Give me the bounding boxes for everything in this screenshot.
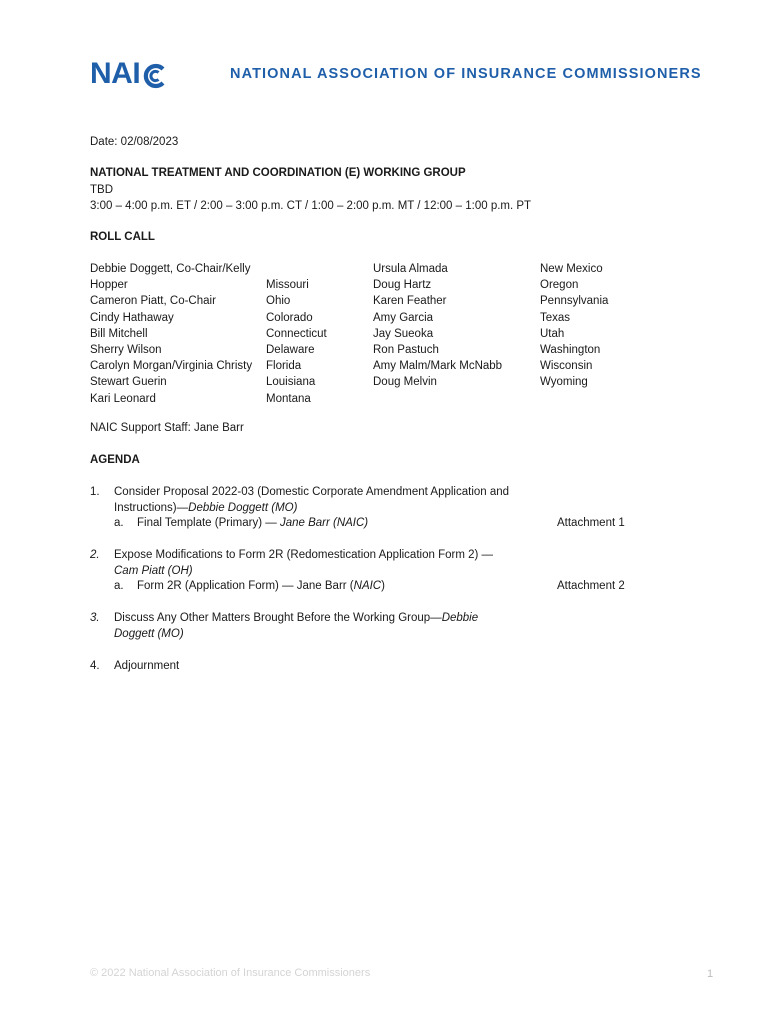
member-state: Washington	[540, 344, 601, 357]
roll-call-col2-names	[373, 261, 502, 391]
naic-logo	[90, 57, 168, 90]
member-state: Louisiana	[266, 376, 316, 389]
member-name: Karen Feather	[373, 295, 447, 308]
agenda-item-2a-close: )	[381, 580, 385, 592]
member-name: Amy Garcia	[373, 311, 434, 324]
agenda-item-2-line1: Expose Modifications to Form 2R (Redomestication Application Form 2) —	[114, 549, 494, 561]
agenda-item-3-line1	[114, 610, 478, 626]
agenda-item-3-number: 3.	[90, 612, 100, 624]
member-name: Ron Pastuch	[373, 344, 439, 357]
logo-c-mark-icon	[142, 63, 168, 89]
member-state: Missouri	[266, 279, 309, 292]
member-state: Texas	[540, 311, 571, 324]
date-line: Date: 02/08/2023	[90, 136, 179, 148]
member-name: Bill Mitchell	[90, 327, 148, 340]
roll-call-heading: ROLL CALL	[90, 231, 155, 243]
member-name: Cameron Piatt, Co-Chair	[90, 295, 216, 308]
member-name: Stewart Guerin	[90, 376, 167, 389]
roll-call-col1-states	[266, 261, 327, 407]
member-state: Delaware	[266, 344, 315, 357]
member-state: Oregon	[540, 279, 579, 292]
agenda-item-1-line1: Consider Proposal 2022-03 (Domestic Corporate Amendment Application and	[114, 486, 510, 498]
member-name: Amy Malm/Mark McNabb	[373, 360, 503, 373]
agenda-item-1-line2	[114, 500, 297, 516]
member-name: Jay Sueoka	[373, 327, 434, 340]
agenda-item-2a-org: NAIC	[353, 580, 382, 592]
member-state: New Mexico	[540, 263, 603, 275]
footer-copyright: © 2022 National Association of Insurance Commissioners	[90, 967, 371, 979]
member-state: Wisconsin	[540, 360, 593, 373]
member-name: Cindy Hathaway	[90, 311, 174, 324]
agenda-item-3-presenter-last: Doggett (MO)	[114, 628, 184, 640]
agenda-item-2-number: 2.	[90, 549, 100, 561]
roll-call-col2-states	[540, 261, 608, 391]
agenda-item-2a	[137, 578, 385, 594]
member-state: Montana	[266, 392, 311, 405]
location: TBD	[90, 184, 113, 196]
roll-call-col1-names	[90, 261, 252, 407]
agenda-heading: AGENDA	[90, 454, 140, 466]
member-name: Sherry Wilson	[90, 344, 162, 357]
member-state: Pennsylvania	[540, 295, 609, 308]
attachment-1-label: Attachment 1	[557, 517, 625, 529]
member-state: Utah	[540, 327, 565, 340]
agenda-item-3-text: Discuss Any Other Matters Brought Before the Working Group—	[114, 612, 442, 624]
member-name: Ursula Almada	[373, 263, 448, 275]
agenda-item-2-presenter: Cam Piatt (OH)	[114, 565, 193, 577]
member-name: Doug Melvin	[373, 376, 437, 389]
agenda-item-4-text: Adjournment	[114, 660, 180, 672]
agenda-item-2a-letter: a.	[114, 580, 124, 592]
meeting-times: 3:00 – 4:00 p.m. ET / 2:00 – 3:00 p.m. CT / 1:00 – 2:00 p.m. MT / 12:00 – 1:00 p.m. PT	[90, 200, 532, 212]
agenda-item-3-presenter-first: Debbie	[441, 612, 479, 624]
agenda-item-1a	[137, 515, 368, 531]
agenda-item-1-number: 1.	[90, 486, 100, 498]
member-name: Hopper	[90, 279, 128, 292]
page-number: 1	[707, 968, 714, 980]
agenda-item-4-number: 4.	[90, 660, 100, 672]
attachment-2-label: Attachment 2	[557, 580, 625, 592]
logo-text: NAI	[90, 57, 141, 90]
member-state: Wyoming	[540, 376, 588, 389]
member-state: Florida	[266, 360, 302, 373]
member-state: Ohio	[266, 295, 291, 308]
agenda-item-1-presenter: Debbie Doggett (MO)	[188, 502, 298, 514]
member-name: Debbie Doggett, Co-Chair/Kelly	[90, 263, 251, 275]
member-state: Connecticut	[266, 327, 327, 340]
member-name: Kari Leonard	[90, 392, 156, 405]
agenda-item-2a-text: Form 2R (Application Form) — Jane Barr (	[137, 580, 354, 592]
support-staff: NAIC Support Staff: Jane Barr	[90, 422, 244, 434]
agenda-item-1a-presenter: Jane Barr (NAIC)	[279, 517, 369, 529]
member-name: Carolyn Morgan/Virginia Christy	[90, 360, 253, 373]
member-state: Colorado	[266, 311, 313, 324]
org-name: NATIONAL ASSOCIATION OF INSURANCE COMMISSIONERS	[230, 66, 702, 82]
group-title: NATIONAL TREATMENT AND COORDINATION (E) WORKING GROUP	[90, 167, 466, 179]
agenda-item-1a-letter: a.	[114, 517, 124, 529]
member-state	[266, 261, 327, 277]
member-name: Doug Hartz	[373, 279, 432, 292]
agenda-item-1-text: Instructions)—	[114, 502, 189, 514]
agenda-item-1a-text: Final Template (Primary) —	[137, 517, 280, 529]
